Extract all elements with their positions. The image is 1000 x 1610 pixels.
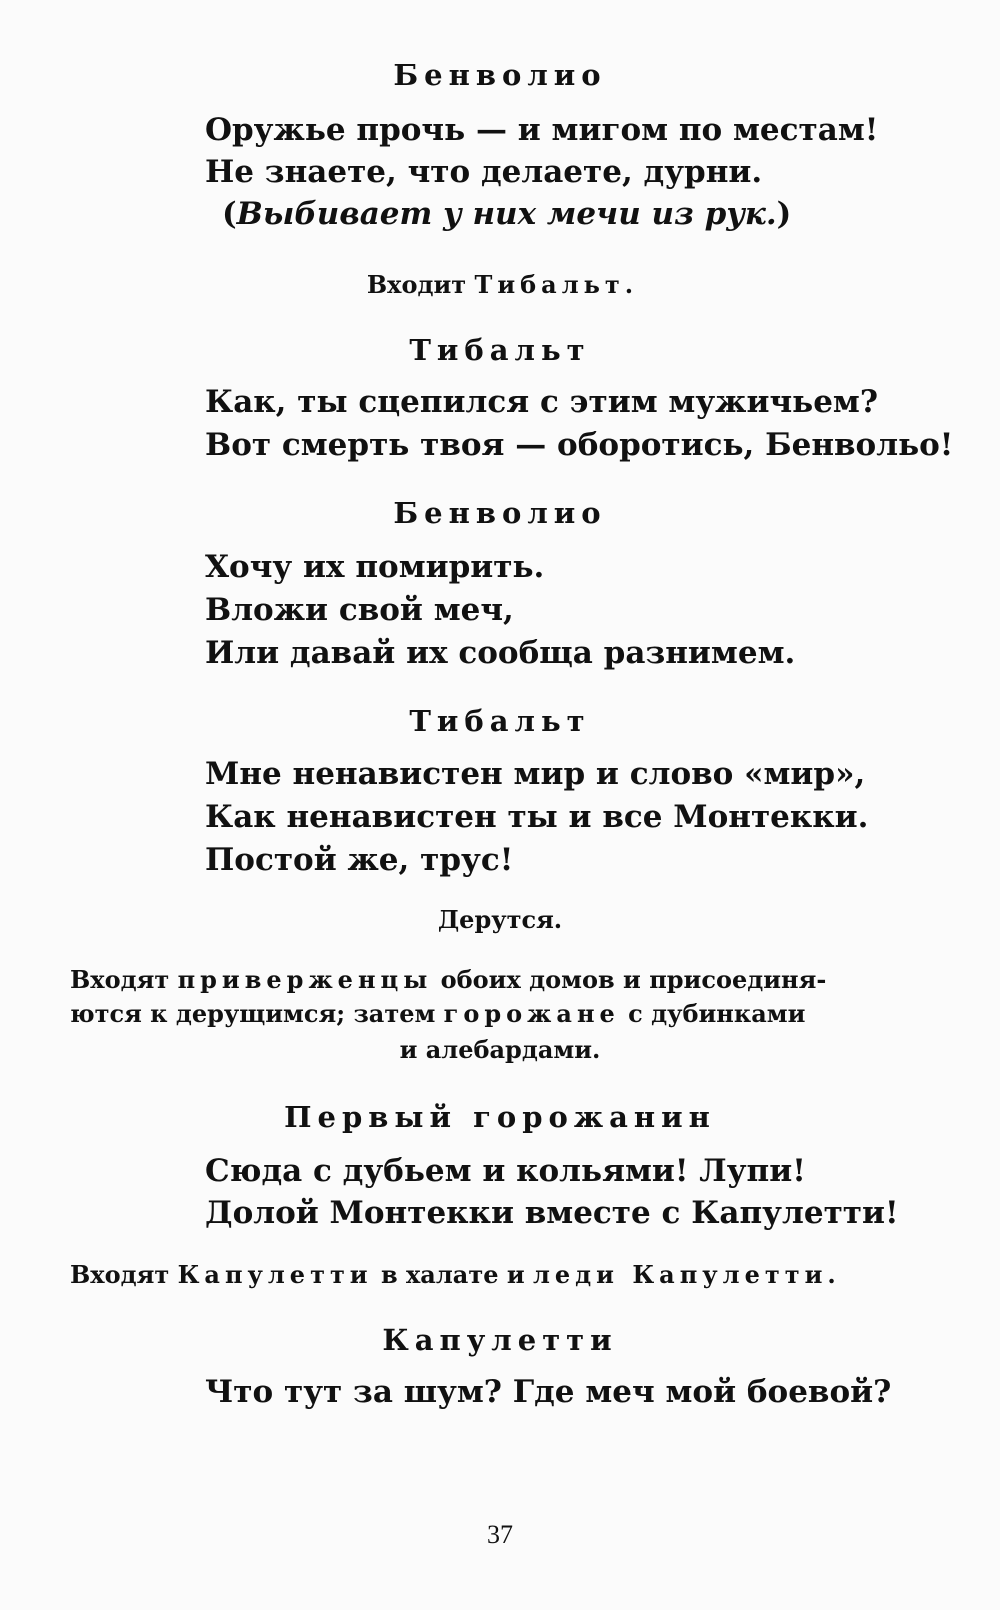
verse-line: Что тут за шум? Где меч мой боевой?	[205, 1374, 892, 1410]
verse-line: Постой же, трус!	[205, 842, 514, 878]
stage-direction-inline	[222, 196, 791, 232]
speaker-name: Тибальт	[409, 333, 591, 367]
verse-line: Долой Монтекки вместе с Капулетти!	[205, 1195, 899, 1231]
stage-direction-line	[70, 999, 805, 1028]
verse-line: Как, ты сцепился с этим мужичьем?	[205, 384, 879, 420]
speaker-name: Капулетти	[382, 1323, 618, 1357]
stage-text: .	[827, 1260, 836, 1289]
character-name: леди Капулетти	[532, 1260, 828, 1289]
stage-direction	[0, 270, 1000, 299]
speaker-name: Бенволио	[393, 58, 607, 92]
verse-line: Хочу их помирить.	[205, 549, 545, 585]
stage-direction-line: и алебардами.	[399, 1035, 601, 1064]
speaker-name: Тибальт	[409, 704, 591, 738]
verse-line: Мне ненавистен мир и слово «мир»,	[205, 756, 866, 792]
stage-text: ются к дерущимся; затем	[70, 999, 444, 1028]
stage-text: Входят	[70, 965, 178, 994]
stage-text: .	[624, 270, 634, 299]
paren: )	[776, 196, 792, 232]
verse-line: Не знаете, что делаете, дурни.	[205, 154, 763, 190]
group-name: приверженцы	[177, 965, 433, 994]
stage-direction: Дерутся.	[437, 905, 563, 934]
stage-text: Входят	[70, 1260, 178, 1289]
stage-direction	[70, 1260, 836, 1289]
character-name: Тибальт	[474, 270, 625, 299]
verse-line: Сюда с дубьем и кольями! Лупи!	[205, 1153, 806, 1189]
stage-text: в халате и	[372, 1260, 533, 1289]
verse-line: Оружье прочь — и мигом по местам!	[205, 112, 879, 148]
group-name: горожане	[443, 999, 620, 1028]
verse-line: Вот смерть твоя — оборотись, Бенвольо!	[205, 427, 954, 463]
stage-text: обоих домов и присоединя-	[432, 965, 827, 994]
page-number: 37	[487, 1520, 513, 1549]
speaker-name: Бенволио	[393, 496, 607, 530]
verse-line: Вложи свой меч,	[205, 592, 514, 628]
stage-text: Входит	[366, 270, 475, 299]
speaker-name: Первый горожанин	[284, 1100, 716, 1134]
stage-direction-text: Выбивает у них мечи из рук.	[236, 196, 777, 232]
stage-direction-line	[70, 965, 826, 994]
stage-text: с дубинками	[619, 999, 806, 1028]
paren: (	[222, 196, 237, 232]
character-name: Капулетти	[177, 1260, 373, 1289]
verse-line: Как ненавистен ты и все Монтекки.	[205, 799, 869, 835]
verse-line: Или давай их сообща разнимем.	[205, 635, 796, 671]
